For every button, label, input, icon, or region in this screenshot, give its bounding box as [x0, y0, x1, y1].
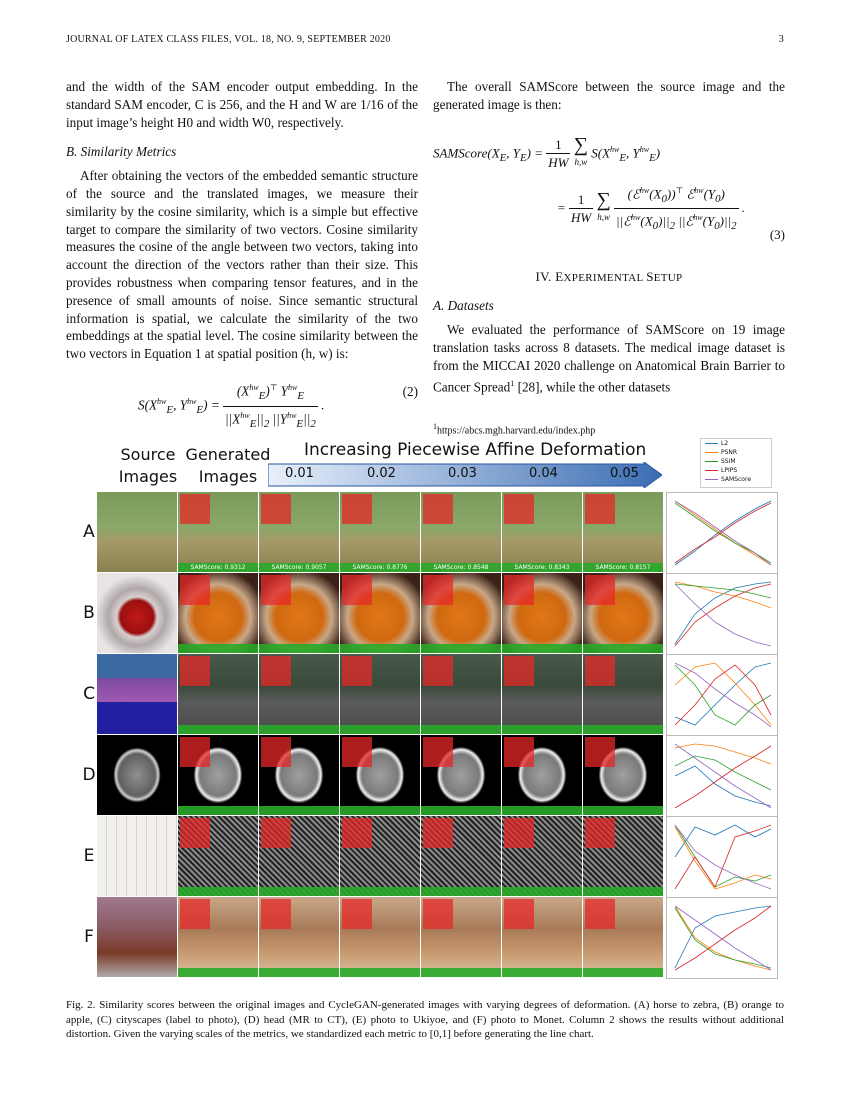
equation-3-number: (3) — [769, 226, 785, 242]
generated-image — [178, 816, 258, 896]
generated-image — [421, 654, 501, 734]
generated-image — [259, 735, 339, 815]
generated-image — [259, 573, 339, 653]
line-chart-f — [666, 897, 778, 979]
generated-image — [421, 816, 501, 896]
row-label-e: E — [83, 846, 95, 866]
equation-3 — [433, 122, 785, 242]
section-4-heading: IV. EXPERIMENTAL SETUP — [535, 268, 683, 284]
section-b-heading: B. Similarity Metrics — [66, 144, 177, 160]
level-label: 0.02 — [367, 466, 396, 481]
row-label-c: C — [83, 684, 95, 704]
section-a-heading: A. Datasets — [433, 298, 494, 314]
line-chart-e — [666, 816, 778, 898]
row-label-d: D — [82, 765, 96, 785]
chart-legend — [700, 438, 772, 488]
page-number: 3 — [778, 34, 784, 45]
generated-image: SAMScore: 0.8343 — [502, 492, 582, 572]
equation-2 — [66, 373, 418, 430]
generated-image — [178, 897, 258, 977]
left-column — [66, 78, 418, 430]
page-header — [66, 34, 784, 48]
source-image-orange — [97, 573, 177, 653]
footnote: $^1$https://abcs.mgh.harvard.edu/index.php — [433, 421, 596, 437]
equation-3-line-1: $SAMScore(X_E$, $Y_E$) = $\frac{1}{HW}$ ∑ h,w $S(X^{hw}_E$, $Y^{hw}_E$) — [433, 133, 661, 171]
generated-image — [178, 735, 258, 815]
generated-image — [340, 735, 420, 815]
left-paragraph-2: After obtaining the vectors of the embedded semantic structure of the source and the translated images, we measure their similarity by the cosine similarity, which is a simple but effective target to compare the similarity of two vectors. Cosine similarity measures the cosine of the angle between two vectors, taking into account the direction of the vectors rather than their size. This provides robustness when comparing tensor features, and in the presence of small amounts of noise. Since semantic structural information is spatial, we calculate the similarity of the two embeddings at the spatial level. The cosine similarity between the two vectors in Equation 1 at spatial position (h, w) is: — [66, 168, 418, 362]
generated-image: SAMScore: 0.8157 — [583, 492, 663, 572]
generated-image — [421, 897, 501, 977]
right-paragraph-2: We evaluated the performance of SAMScore on 19 image translation tasks across 8 datasets. The medical image dataset is from the MICCAI 2020 challenge on Anatomical Brain Barrier to Cancer Spread$^1$ [28], while the other datasets — [433, 322, 785, 394]
generated-image — [178, 573, 258, 653]
generated-image — [583, 735, 663, 815]
generated-image: SAMScore: 0.9312 — [178, 492, 258, 572]
generated-images-header: Generated Images — [185, 445, 271, 486]
generated-image — [583, 897, 663, 977]
generated-image: SAMScore: 0.8776 — [340, 492, 420, 572]
legend-entry: L2 — [701, 439, 771, 448]
generated-image: SAMScore: 0.9057 — [259, 492, 339, 572]
source-images-header: Source Images — [118, 445, 178, 486]
line-chart-d — [666, 735, 778, 817]
line-chart-a — [666, 492, 778, 574]
generated-image — [583, 573, 663, 653]
line-chart-b — [666, 573, 778, 655]
generated-image: SAMScore: 0.8548 — [421, 492, 501, 572]
line-chart-c — [666, 654, 778, 736]
equation-2-number: (2) — [402, 383, 418, 399]
generated-image — [340, 654, 420, 734]
source-image-horse — [97, 492, 177, 572]
equation-3-line-2: = $\frac{1}{HW}$ ∑ h,w $\frac{(ℰ^{hw}(X_0))^⊤ ℰ^{hw}(Y_0)}{||ℰ^{hw}(X_0)||_2 ||ℰ^{hw}(Y_0)||_2}$ . — [557, 182, 745, 236]
generated-image — [502, 735, 582, 815]
generated-image — [421, 735, 501, 815]
row-label-a: A — [83, 522, 95, 542]
level-label: 0.03 — [448, 466, 477, 481]
legend-entry: SAMScore — [701, 475, 771, 484]
level-label: 0.01 — [285, 466, 314, 481]
generated-image — [340, 816, 420, 896]
generated-image — [502, 897, 582, 977]
source-image-label-map — [97, 654, 177, 734]
section-4-number: IV. — [535, 268, 552, 284]
level-label: 0.05 — [610, 466, 639, 481]
generated-image — [583, 816, 663, 896]
generated-image — [340, 573, 420, 653]
equation-2-lhs: S(X — [138, 397, 158, 413]
generated-image — [259, 816, 339, 896]
generated-image — [259, 897, 339, 977]
source-image-mr — [97, 735, 177, 815]
legend-entry: SSIM — [701, 457, 771, 466]
generated-image — [502, 816, 582, 896]
right-column — [433, 78, 785, 440]
right-paragraph-1: The overall SAMScore between the source image and the generated image is then: — [433, 79, 785, 112]
row-label-f: F — [84, 927, 94, 947]
footnote-url[interactable]: https://abcs.mgh.harvard.edu/index.php — [437, 425, 596, 437]
generated-image — [502, 654, 582, 734]
figure-title: Increasing Piecewise Affine Deformation — [304, 440, 647, 460]
generated-image — [502, 573, 582, 653]
row-label-b: B — [83, 603, 95, 623]
source-image-tree — [97, 897, 177, 977]
generated-image — [340, 897, 420, 977]
journal-header: JOURNAL OF LATEX CLASS FILES, VOL. 18, NO. 9, SEPTEMBER 2020 — [66, 34, 391, 45]
source-image-map — [97, 816, 177, 896]
generated-image — [583, 654, 663, 734]
equation-2-body: $S(X^{hw}_E$, $Y^{hw}_E$) = $\frac{(X^{hw}_E)^⊤ Y^{hw}_E}{||X^{hw}_E||_2 ||Y^{hw}_E||_2}$ . — [138, 379, 325, 434]
figure-caption: Fig. 2. Similarity scores between the original images and CycleGAN-generated images with varying degrees of deformation. (A) horse to zebra, (B) orange to apple, (C) cityscapes (label to photo), (D) head (MR to CT), (E) photo to Ukiyoe, and (F) photo to Monet. Column 2 shows the results without additional distortion. Given the varying scales of the metrics, we standardized each metric to [0,1] before generating the line chart. — [66, 999, 784, 1040]
left-paragraph-1: and the width of the SAM encoder output embedding. In the standard SAM encoder, C is 256, and the H and W are 1/16 of the input image’s height H0 and width W0, respectively. — [66, 79, 418, 130]
generated-image — [259, 654, 339, 734]
generated-image — [421, 573, 501, 653]
level-label: 0.04 — [529, 466, 558, 481]
legend-entry: PSNR — [701, 448, 771, 457]
figure-2 — [78, 438, 778, 988]
legend-entry: LPIPS — [701, 466, 771, 475]
generated-image — [178, 654, 258, 734]
